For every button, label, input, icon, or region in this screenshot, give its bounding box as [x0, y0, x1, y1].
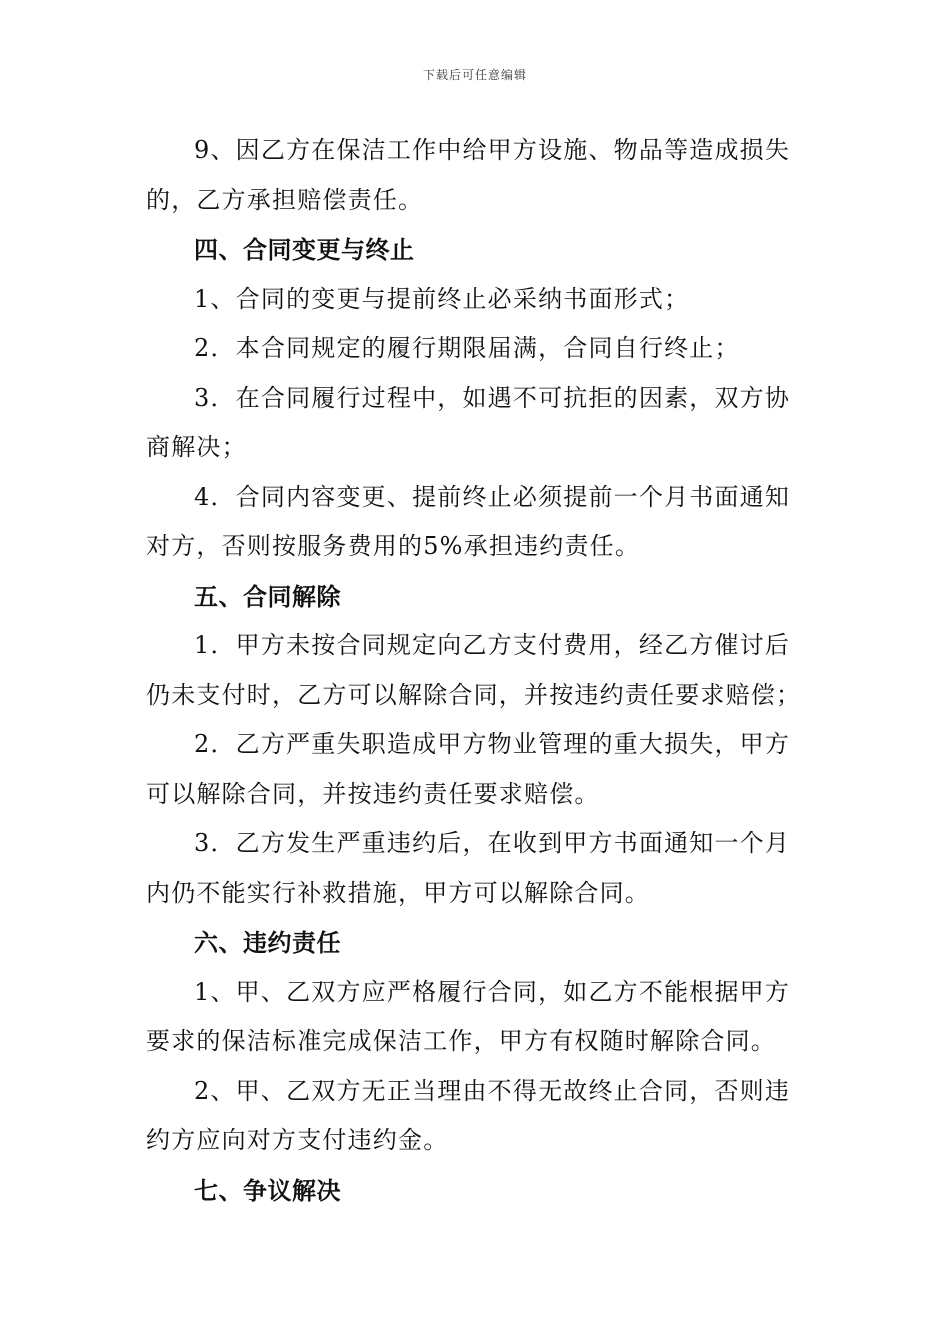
section-heading: 四、合同变更与终止: [194, 235, 415, 264]
paragraph-line: 可以解除合同，并按违约责任要求赔偿。: [146, 779, 600, 808]
paragraph-line: 1、合同的变更与提前终止必采纳书面形式；: [194, 284, 690, 313]
paragraph-line: 约方应向对方支付违约金。: [146, 1126, 449, 1154]
paragraph-line: 的，乙方承担赔偿责任。: [146, 185, 424, 214]
section-heading: 六、违约责任: [194, 928, 341, 957]
paragraph-line: 仍未支付时，乙方可以解除合同，并按违约责任要求赔偿；: [146, 680, 802, 709]
paragraph-line: 商解决；: [146, 433, 247, 461]
paragraph-line: 2．乙方严重失职造成甲方物业管理的重大损失，甲方: [194, 730, 791, 758]
paragraph-line: 1、甲、乙双方应严格履行合同，如乙方不能根据甲方: [194, 977, 791, 1006]
document-body: [146, 126, 814, 1215]
paragraph-line: 1．甲方未按合同规定向乙方支付费用，经乙方催讨后: [194, 631, 791, 659]
paragraph-line: 2．本合同规定的履行期限届满，合同自行终止；: [194, 334, 740, 362]
section-heading: 七、争议解决: [194, 1175, 341, 1205]
page-header: 下载后可任意编辑: [422, 68, 527, 82]
paragraph-line: 9、因乙方在保洁工作中给甲方设施、物品等造成损失: [194, 136, 791, 164]
paragraph-line: 对方，否则按服务费用的5%承担违约责任。: [146, 532, 641, 560]
section-heading: 五、合同解除: [194, 581, 341, 611]
paragraph-line: 内仍不能实行补救措施，甲方可以解除合同。: [146, 878, 650, 907]
paragraph-line: 2、甲、乙双方无正当理由不得无故终止合同，否则违: [194, 1076, 791, 1105]
paragraph-line: 要求的保洁标准完成保洁工作，甲方有权随时解除合同。: [146, 1027, 776, 1055]
paragraph-line: 4．合同内容变更、提前终止必须提前一个月书面通知: [194, 482, 791, 511]
paragraph-line: 3．在合同履行过程中，如遇不可抗拒的因素，双方协: [194, 383, 791, 412]
paragraph-line: 3．乙方发生严重违约后，在收到甲方书面通知一个月: [194, 829, 791, 857]
